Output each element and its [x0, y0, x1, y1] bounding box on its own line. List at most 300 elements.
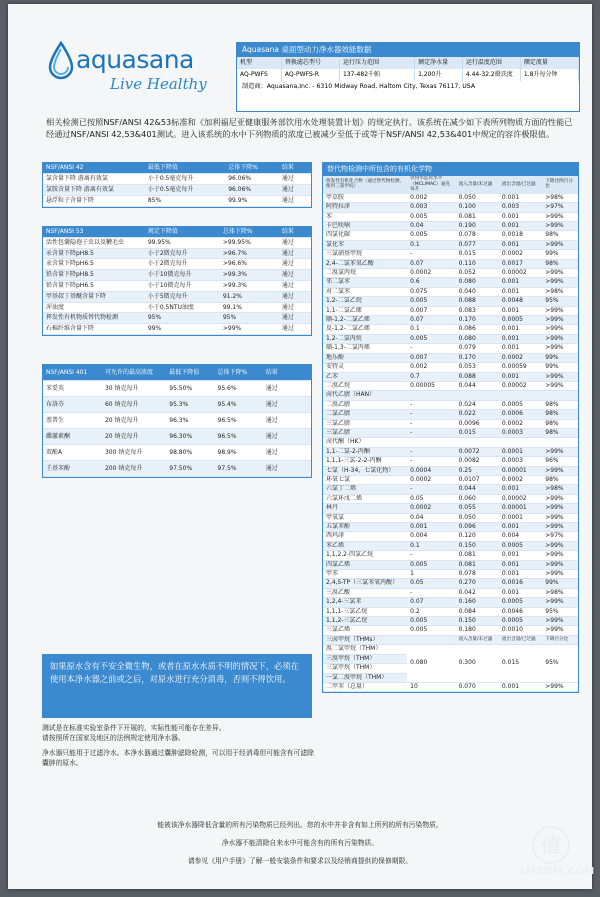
spec-table: [236, 42, 580, 112]
table-cell: 通过: [279, 185, 311, 196]
table-row: [323, 588, 578, 597]
table-cell: >99%: [542, 626, 578, 635]
table-cell: 四氯乙烯: [323, 560, 407, 569]
table-row: [43, 302, 311, 313]
table-cell: 0.078: [456, 570, 499, 579]
table-cell: 四氯化碳: [323, 231, 407, 240]
table-cell: 通过: [279, 174, 311, 185]
table-cell: 0.00001: [499, 504, 542, 513]
table-cell: 0.001: [499, 560, 542, 569]
table-cell: 95.50%: [166, 381, 214, 397]
table-cell: 99%: [145, 324, 220, 335]
table-cell: >99%: [542, 570, 578, 579]
table-row: [323, 259, 578, 268]
table-cell: [499, 438, 542, 447]
table-cell: >99%: [542, 381, 578, 390]
table-cell: -: [407, 400, 455, 409]
watermark: [518, 826, 595, 886]
table-cell: >97%: [542, 532, 578, 541]
table-cell: 98%: [542, 400, 578, 409]
table-cell: 0.0005: [499, 541, 542, 550]
table-cell: 氯胺含量下降 游离有效氯: [43, 185, 145, 196]
table-cell: -: [407, 428, 455, 437]
table-cell: 1: [407, 570, 455, 579]
table-cell: [456, 438, 499, 447]
nsf-42-table: [42, 162, 312, 208]
table-row: [43, 313, 311, 324]
table-cell: [542, 438, 578, 447]
table-cell: 苯妥英: [43, 381, 102, 397]
table-cell: 0.001: [499, 212, 542, 221]
table-cell: 0.0048: [499, 297, 542, 306]
table-cell: >99%: [542, 334, 578, 343]
table-cell: 0.00002: [499, 269, 542, 278]
table-cell: 0.080: [456, 278, 499, 287]
table-row: [323, 325, 578, 334]
table-cell: 小于2微克每升: [145, 248, 220, 259]
table-cell: -: [407, 419, 455, 428]
table-cell: 阿特拉津: [323, 203, 407, 212]
table-cell: 汞含量下降pH8.5: [43, 248, 145, 259]
table-cell: 0.150: [456, 617, 499, 626]
table-cell: 石棉纤维含量下降: [43, 324, 145, 335]
table-cell: 甲苯: [323, 570, 407, 579]
table-cell: 0.081: [456, 212, 499, 221]
table-cell: 0.015: [456, 428, 499, 437]
table-cell: 浑浊度: [43, 302, 145, 313]
table-cell: 雌激素酮: [43, 429, 102, 445]
table-row: [323, 391, 578, 400]
table-cell: 0.00005: [407, 381, 455, 390]
table-cell: 0.7: [407, 372, 455, 381]
table-cell: 0.0017: [499, 259, 542, 268]
table-cell: [407, 391, 455, 400]
table-cell: >98%: [542, 287, 578, 296]
table-cell: 0.001: [499, 334, 542, 343]
table-cell: 0.170: [456, 353, 499, 362]
table-cell: 0.1: [407, 240, 455, 249]
table-cell: 0.002: [407, 193, 455, 202]
table-cell: 通过: [279, 196, 311, 207]
table-cell: 0.001: [499, 278, 542, 287]
table-cell: 91.2%: [220, 291, 279, 302]
table-cell: 0.0001: [499, 513, 542, 522]
table-cell: 0.053: [456, 363, 499, 372]
table-row: [323, 523, 578, 532]
table-row: [323, 447, 578, 456]
table-cell: 0.005: [407, 560, 455, 569]
table-cell: 0.0018: [499, 231, 542, 240]
table-cell: 30 纳克每升: [102, 381, 166, 397]
table-cell: 98%: [542, 419, 578, 428]
voc-table: [322, 162, 579, 693]
table-cell: 小于10微克每升: [145, 280, 220, 291]
table-cell: 95%: [145, 313, 220, 324]
table-cell: 六氯环戊二烯: [323, 494, 407, 503]
table-cell: 六氯丁二烯: [323, 485, 407, 494]
table-cell: 0.1: [407, 541, 455, 550]
column-header: 总体下降%: [220, 227, 279, 237]
table-cell: 98%: [542, 410, 578, 419]
table-title: NSF/ANSI 42: [43, 163, 145, 174]
table-cell: 0.015: [499, 645, 542, 683]
table-cell: 0.001: [499, 682, 542, 691]
table-row: [43, 461, 311, 477]
table-cell: 0.003: [407, 203, 455, 212]
table-cell: 0.084: [456, 607, 499, 616]
table-row: [323, 400, 578, 409]
table-cell: >99.3%: [220, 270, 279, 281]
table-cell: 0.180: [456, 626, 499, 635]
table-cell: 0.25: [456, 466, 499, 475]
table-cell: 甲氧氯: [323, 513, 407, 522]
table-cell: 0.002: [407, 363, 455, 372]
table-header-row: [43, 227, 311, 237]
table-cell: 0.150: [456, 541, 499, 550]
table-cell: 0.00002: [499, 494, 542, 503]
table-cell: 布洛芬: [43, 397, 102, 413]
test-notes: 测试是在标准实验室条件下开展的，实际性能可能存在差异。 请按照所在国家及地区的法例规定使用净水器。 净水器只能用于过滤冷水。本净水器通过囊肿滤除检测，可以用于经消毒但可能含有可滤除囊肿的原水。: [42, 724, 314, 767]
footer-line-1: 能被该净水器降低含量的所有污染物质已经列出。您的水中并非含有如上所列的所有污染物质。: [157, 821, 443, 829]
table-cell: 卤代酮（HK）: [323, 438, 407, 447]
table-cell: 通过: [263, 461, 311, 477]
table-cell: 氯化苯: [323, 240, 407, 249]
table-row: [323, 494, 578, 503]
table-cell: 0.004: [407, 532, 455, 541]
table-cell: 0.00002: [499, 381, 542, 390]
table-cell: 10: [407, 682, 455, 691]
table-row: [323, 419, 578, 428]
table-cell: -: [407, 344, 455, 353]
table-row: [43, 248, 311, 259]
table-cell: >99%: [542, 513, 578, 522]
table-row: [323, 334, 578, 343]
table-cell: >98%: [542, 193, 578, 202]
table-row: [323, 466, 578, 475]
table-row: [43, 445, 311, 461]
table-cell: 0.00059: [499, 363, 542, 372]
table-cell: 0.083: [456, 306, 499, 315]
table-cell: 铅含量下降pH6.5: [43, 280, 145, 291]
table-cell: 95%: [542, 297, 578, 306]
table-cell: 0.081: [456, 560, 499, 569]
table-row: [323, 504, 578, 513]
table-row: [43, 174, 311, 185]
table-row: [43, 324, 311, 335]
table-cell: >99%: [542, 222, 578, 231]
table-cell: 0.0005: [499, 598, 542, 607]
table-cell: 20 纳克每升: [102, 429, 166, 445]
table-cell: 0.0002: [407, 475, 455, 484]
table-cell: 安特灵: [323, 363, 407, 372]
table-cell: 99%: [542, 579, 578, 588]
table-cell: 0.0002: [407, 504, 455, 513]
table-cell: 0.007: [407, 306, 455, 315]
table-cell: -: [407, 410, 455, 419]
table-cell: 0.078: [456, 231, 499, 240]
table-row: [323, 532, 578, 541]
table-row: [323, 381, 578, 390]
table-cell: [499, 391, 542, 400]
table-cell: 0.0002: [499, 250, 542, 259]
table-cell: 通过: [279, 237, 311, 248]
table-cell: 95%: [542, 645, 578, 683]
table-cell: >99%: [542, 682, 578, 691]
table-row: [323, 617, 578, 626]
table-row: [323, 193, 578, 202]
table-cell: 对二氯苯: [323, 287, 407, 296]
table-cell: >99%: [542, 551, 578, 560]
table-row: [323, 250, 578, 259]
table-cell: 通过: [279, 291, 311, 302]
table-cell: 0.022: [456, 410, 499, 419]
table-cell: 反-1,2-二氯乙烯: [323, 325, 407, 334]
table-cell: >99%: [542, 212, 578, 221]
column-header: 流出含量/已过滤: [499, 176, 542, 193]
table-cell: 0.088: [456, 372, 499, 381]
table-cell: 林丹: [323, 504, 407, 513]
table-cell: >99%: [542, 372, 578, 381]
table-cell: 挥发性有机物质替代物检测: [43, 313, 145, 324]
table-cell: >98%: [542, 485, 578, 494]
column-header: 总体下降%: [215, 365, 263, 381]
table-cell: >99%: [542, 541, 578, 550]
table-cell: 0.05: [407, 579, 455, 588]
table-cell: [456, 391, 499, 400]
column-header: 结果: [263, 365, 311, 381]
table-cell: 0.079: [456, 344, 499, 353]
table-cell: 97.5%: [215, 461, 263, 477]
table-cell: 0.005: [407, 626, 455, 635]
table-cell: 0.0005: [499, 617, 542, 626]
table-row: [323, 485, 578, 494]
table-cell: [542, 391, 578, 400]
nsf-401-table: [42, 364, 312, 478]
table-cell: 卤代乙腈（HAN）: [323, 391, 407, 400]
table-cell: 0.0004: [407, 466, 455, 475]
table-cell: 三氯乙烯: [323, 626, 407, 635]
table-cell: >98%: [542, 588, 578, 597]
table-cell: 溴二氯甲烷（THM）: [323, 645, 407, 654]
table-cell: -: [407, 457, 455, 466]
table-cell: 98%: [542, 231, 578, 240]
table-cell: 卡巴呋喃: [323, 222, 407, 231]
table-row: [43, 270, 311, 281]
footer-line-3: 请参见《用户手册》了解一般安装条件和要求以及经销商提供的保修期限。: [187, 857, 413, 865]
table-cell: 0.0010: [499, 626, 542, 635]
table-cell: 99%: [542, 353, 578, 362]
table-cell: 96.06%: [225, 185, 279, 196]
column-header: 饮用水监管水平（MCL/MAC）毫克每升: [407, 176, 455, 193]
table-cell: 1,1,2-三氯乙烷: [323, 617, 407, 626]
table-cell: 三溴甲烷（THM）: [323, 654, 407, 663]
table-cell: 0.160: [456, 598, 499, 607]
table-cell: 0.052: [456, 269, 499, 278]
table-cell: 95.3%: [166, 397, 214, 413]
table-row: [323, 353, 578, 362]
table-cell: 1,1,1-三氯-2-2-丙酮: [323, 457, 407, 466]
table-cell: 95.6%: [215, 381, 263, 397]
table-row: [323, 372, 578, 381]
table-header-row: [43, 163, 311, 174]
table-cell: 甲基叔丁基醚含量下降: [43, 291, 145, 302]
table-cell: 0.04: [407, 513, 455, 522]
table-cell: >99.3%: [220, 280, 279, 291]
table-cell: 0.060: [456, 494, 499, 503]
table-cell: 0.001: [499, 523, 542, 532]
table-cell: 98%: [542, 475, 578, 484]
table-cell: 0.0003: [499, 457, 542, 466]
table-cell: 三溴乙酸: [323, 588, 407, 597]
table-cell: 小于0.5毫克每升: [145, 185, 225, 196]
thm-label: 三卤甲烷（THMs）: [323, 635, 456, 644]
brand-tagline: Live Healthy: [110, 75, 207, 93]
table-cell: 西玛津: [323, 532, 407, 541]
table-cell: 0.0003: [499, 428, 542, 437]
watermark-text: SMZDM.COM: [518, 866, 595, 877]
footer-line-2: 净水器不能清除自来水中可能含有的所有污染物质。: [221, 839, 379, 847]
column-header: 总体下降%: [225, 163, 279, 174]
table-cell: 七氯（H-34，七氯化物）: [323, 466, 407, 475]
table-row: [43, 196, 311, 207]
table-cell: 三氯乙腈: [323, 419, 407, 428]
table-cell: 1,1-二氯乙烯: [323, 306, 407, 315]
column-header: 结果: [279, 227, 311, 237]
table-cell: 通过: [263, 397, 311, 413]
table-cell: 0.001: [499, 570, 542, 579]
table-cell: 顺-1,2-二氯乙烯: [323, 316, 407, 325]
table-row: [323, 363, 578, 372]
table-cell: 0.024: [456, 400, 499, 409]
table-row: [43, 185, 311, 196]
table-cell: >99%: [542, 344, 578, 353]
brand-logo: [48, 37, 228, 97]
table-cell: 0.100: [456, 203, 499, 212]
table-cell: 96.30%: [166, 429, 214, 445]
table-cell: 小于5微克每升: [145, 291, 220, 302]
table-cell: 0.001: [499, 325, 542, 334]
table-cell: 0.001: [499, 588, 542, 597]
table-row: [323, 344, 578, 353]
table-cell: 0.270: [456, 579, 499, 588]
table-cell: 0.120: [456, 532, 499, 541]
table-cell: 0.040: [456, 287, 499, 296]
table-cell: 95%: [542, 607, 578, 616]
table-cell: 0.0096: [456, 419, 499, 428]
table-cell: >99%: [542, 494, 578, 503]
table-cell: 0.005: [407, 231, 455, 240]
table-cell: 通过: [279, 324, 311, 335]
table-row: [323, 541, 578, 550]
table-cell: >99%: [220, 324, 279, 335]
table-cell: 0.1: [407, 325, 455, 334]
intro-paragraph: 相关检测已按照NSF/ANSI 42&53标准和《加利福尼亚健康服务部饮用水处理装置计划》的规定执行。该系统在减少如下表所列物质方面的性能已经通过NSF/ANSI 42,53&401测试。进入该系统的水中下列物质的浓度已被减少至低于或等于NSF/ANSI 42,53&401中规定的容许极限值。: [46, 117, 573, 139]
table-cell: 200 纳克每升: [102, 461, 166, 477]
table-cell: 98%: [542, 428, 578, 437]
table-cell: 98.80%: [166, 445, 214, 461]
table-row: [323, 231, 578, 240]
table-row: [323, 457, 578, 466]
table-cell: 99.95%: [145, 237, 220, 248]
table-cell: 0.0002: [499, 353, 542, 362]
table-cell: 0.042: [456, 588, 499, 597]
column-header: 流出含量/已过滤: [499, 635, 542, 644]
table-cell: 0.0005: [499, 316, 542, 325]
table-cell: 0.055: [456, 504, 499, 513]
table-cell: 通过: [263, 429, 311, 445]
table-cell: 0.07: [407, 598, 455, 607]
table-cell: >97%: [542, 203, 578, 212]
table-cell: 三氯甲烷（THM）: [323, 664, 407, 673]
table-cell: -: [407, 551, 455, 560]
table-cell: 三氯硝基甲烷: [323, 250, 407, 259]
table-cell: 0.001: [499, 344, 542, 353]
table-row: [323, 428, 578, 437]
table-row: [323, 222, 578, 231]
table-cell: -: [407, 588, 455, 597]
table-row: [323, 475, 578, 484]
table-cell: 0.001: [499, 222, 542, 231]
table-cell: 环氧七氯: [323, 475, 407, 484]
table-cell: >99%: [542, 504, 578, 513]
table-cell: 二甲苯（总量）: [323, 682, 407, 691]
table-row: [323, 410, 578, 419]
watermark-glyph: 值: [532, 826, 570, 864]
table-cell: 0.07: [407, 259, 455, 268]
table-row: [43, 413, 311, 429]
table-cell: 三氯乙腈: [323, 428, 407, 437]
table-cell: 双酚A: [43, 445, 102, 461]
table-cell: >99%: [542, 240, 578, 249]
table-cell: 0.050: [456, 193, 499, 202]
table-row: [323, 297, 578, 306]
table-cell: 0.007: [407, 353, 455, 362]
table-cell: 99.1%: [220, 302, 279, 313]
table-cell: 1,1-二氯-2-丙酮: [323, 447, 407, 456]
table-cell: 二溴乙腈: [323, 400, 407, 409]
table-cell: 0.190: [456, 222, 499, 231]
table-cell: 300 纳克每升: [102, 445, 166, 461]
table-cell: 0.0046: [499, 607, 542, 616]
table-row: [323, 278, 578, 287]
table-cell: 氯含量下降 游离有效氯: [43, 174, 145, 185]
table-cell: 通过: [279, 280, 311, 291]
table-row: [323, 626, 578, 635]
table-cell: 0.001: [407, 523, 455, 532]
table-cell: 0.075: [407, 287, 455, 296]
table-cell: 0.0002: [499, 475, 542, 484]
table-row: [323, 203, 578, 212]
table-cell: >99%: [542, 306, 578, 315]
table-cell: 20 纳克每升: [102, 413, 166, 429]
table-row: [323, 560, 578, 569]
table-cell: 0.003: [499, 203, 542, 212]
table-cell: 1,2-二氯丙烷: [323, 334, 407, 343]
column-header: 最低下降值: [145, 163, 225, 174]
table-cell: 0.086: [456, 325, 499, 334]
table-cell: 悬浮粒子含量下降: [43, 196, 145, 207]
table-cell: 0.0016: [499, 579, 542, 588]
table-cell: -: [407, 447, 455, 456]
table-cell: >99%: [542, 447, 578, 456]
column-header: 结果: [279, 163, 311, 174]
table-cell: 95%: [220, 313, 279, 324]
table-cell: 0.004: [499, 532, 542, 541]
table-cell: 2,4,5-TP（三氯苯氧丙酸）: [323, 579, 407, 588]
table-cell: 通过: [279, 248, 311, 259]
table-row: [323, 513, 578, 522]
table-row: [43, 429, 311, 445]
